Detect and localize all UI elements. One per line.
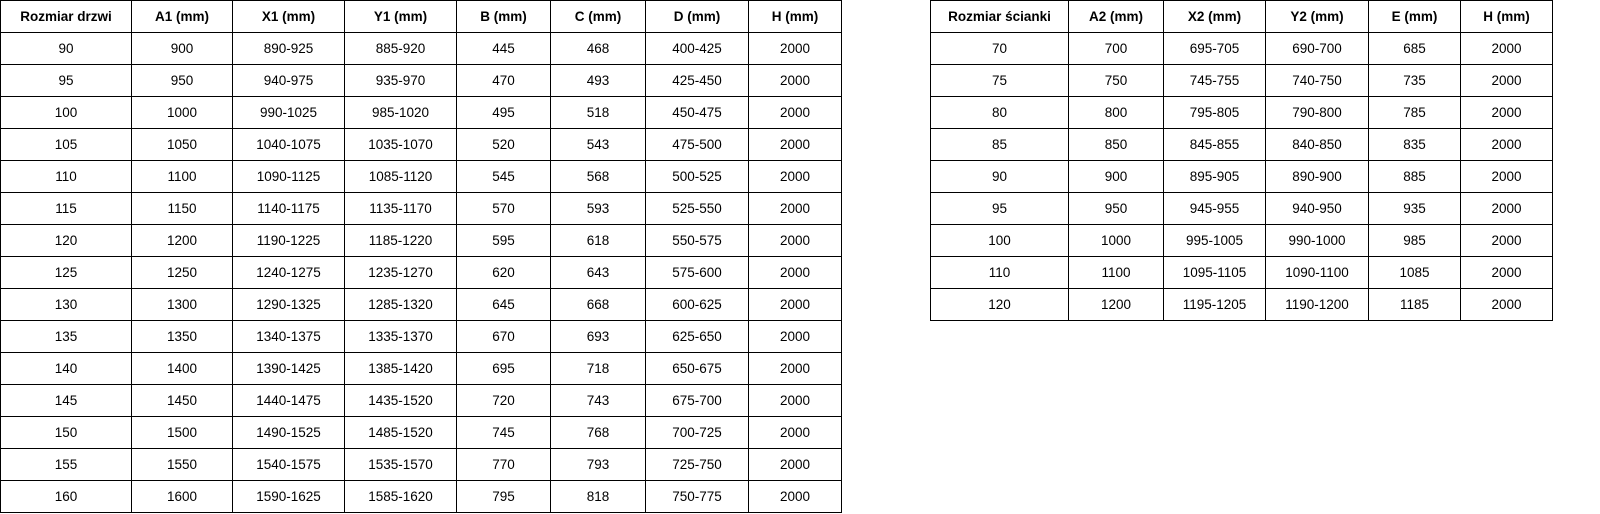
- cell: 2000: [1461, 161, 1553, 193]
- cell: 625-650: [646, 321, 749, 353]
- cell: 1190-1200: [1266, 289, 1369, 321]
- cell: 1000: [1069, 225, 1164, 257]
- cell: 845-855: [1164, 129, 1266, 161]
- cell: 695: [457, 353, 551, 385]
- table-row: [1, 65, 842, 97]
- cell: 1335-1370: [345, 321, 457, 353]
- column-header-d: D (mm): [646, 1, 749, 33]
- column-header-b: B (mm): [457, 1, 551, 33]
- doors-table-body: [1, 33, 842, 513]
- cell: 795: [457, 481, 551, 513]
- cell: 1500: [132, 417, 233, 449]
- cell: 425-450: [646, 65, 749, 97]
- cell: 1140-1175: [233, 193, 345, 225]
- cell: 1200: [132, 225, 233, 257]
- cell: 985: [1369, 225, 1461, 257]
- column-header-x2: X2 (mm): [1164, 1, 1266, 33]
- cell: 2000: [749, 449, 842, 481]
- cell: 995-1005: [1164, 225, 1266, 257]
- cell: 800: [1069, 97, 1164, 129]
- cell: 468: [551, 33, 646, 65]
- cell: 115: [1, 193, 132, 225]
- doors-table-header: [1, 1, 842, 33]
- cell: 935-970: [345, 65, 457, 97]
- cell: 1350: [132, 321, 233, 353]
- cell: 2000: [749, 417, 842, 449]
- cell: 1290-1325: [233, 289, 345, 321]
- column-header-y1: Y1 (mm): [345, 1, 457, 33]
- table-row: [1, 321, 842, 353]
- cell: 1195-1205: [1164, 289, 1266, 321]
- column-header-x1: X1 (mm): [233, 1, 345, 33]
- table-row: [1, 417, 842, 449]
- cell: 2000: [1461, 129, 1553, 161]
- cell: 935: [1369, 193, 1461, 225]
- cell: 1150: [132, 193, 233, 225]
- cell: 768: [551, 417, 646, 449]
- cell: 70: [931, 33, 1069, 65]
- cell: 618: [551, 225, 646, 257]
- column-header-a2: A2 (mm): [1069, 1, 1164, 33]
- cell: 1340-1375: [233, 321, 345, 353]
- cell: 675-700: [646, 385, 749, 417]
- cell: 1050: [132, 129, 233, 161]
- cell: 885-920: [345, 33, 457, 65]
- cell: 1585-1620: [345, 481, 457, 513]
- cell: 2000: [1461, 193, 1553, 225]
- cell: 445: [457, 33, 551, 65]
- column-header-e: E (mm): [1369, 1, 1461, 33]
- cell: 1085-1120: [345, 161, 457, 193]
- cell: 105: [1, 129, 132, 161]
- table-row: [1, 353, 842, 385]
- cell: 668: [551, 289, 646, 321]
- cell: 1285-1320: [345, 289, 457, 321]
- cell: 1590-1625: [233, 481, 345, 513]
- cell: 150: [1, 417, 132, 449]
- cell: 1090-1125: [233, 161, 345, 193]
- cell: 525-550: [646, 193, 749, 225]
- cell: 2000: [749, 161, 842, 193]
- cell: 85: [931, 129, 1069, 161]
- column-header-a1: A1 (mm): [132, 1, 233, 33]
- cell: 1385-1420: [345, 353, 457, 385]
- cell: 1185-1220: [345, 225, 457, 257]
- table-row: [1, 449, 842, 481]
- cell: 500-525: [646, 161, 749, 193]
- cell: 900: [1069, 161, 1164, 193]
- cell: 1440-1475: [233, 385, 345, 417]
- cell: 840-850: [1266, 129, 1369, 161]
- cell: 650-675: [646, 353, 749, 385]
- cell: 718: [551, 353, 646, 385]
- cell: 550-575: [646, 225, 749, 257]
- cell: 2000: [749, 289, 842, 321]
- table-row: [931, 161, 1553, 193]
- cell: 770: [457, 449, 551, 481]
- cell: 120: [931, 289, 1069, 321]
- cell: 2000: [749, 193, 842, 225]
- cell: 2000: [749, 33, 842, 65]
- cell: 125: [1, 257, 132, 289]
- cell: 645: [457, 289, 551, 321]
- cell: 2000: [749, 65, 842, 97]
- cell: 940-975: [233, 65, 345, 97]
- cell: 593: [551, 193, 646, 225]
- cell: 2000: [749, 481, 842, 513]
- cell: 725-750: [646, 449, 749, 481]
- table-header-row: [1, 1, 842, 33]
- cell: 790-800: [1266, 97, 1369, 129]
- walls-table-container: [930, 0, 1553, 321]
- cell: 160: [1, 481, 132, 513]
- cell: 700: [1069, 33, 1164, 65]
- column-header-y2: Y2 (mm): [1266, 1, 1369, 33]
- cell: 1200: [1069, 289, 1164, 321]
- cell: 543: [551, 129, 646, 161]
- cell: 545: [457, 161, 551, 193]
- cell: 2000: [749, 321, 842, 353]
- cell: 595: [457, 225, 551, 257]
- table-row: [931, 33, 1553, 65]
- cell: 100: [931, 225, 1069, 257]
- cell: 1040-1075: [233, 129, 345, 161]
- cell: 1550: [132, 449, 233, 481]
- cell: 575-600: [646, 257, 749, 289]
- cell: 785: [1369, 97, 1461, 129]
- table-row: [931, 257, 1553, 289]
- cell: 1435-1520: [345, 385, 457, 417]
- table-row: [1, 161, 842, 193]
- table-row: [931, 289, 1553, 321]
- cell: 493: [551, 65, 646, 97]
- cell: 643: [551, 257, 646, 289]
- cell: 100: [1, 97, 132, 129]
- cell: 1095-1105: [1164, 257, 1266, 289]
- cell: 1390-1425: [233, 353, 345, 385]
- table-row: [931, 225, 1553, 257]
- cell: 940-950: [1266, 193, 1369, 225]
- table-row: [1, 193, 842, 225]
- cell: 75: [931, 65, 1069, 97]
- cell: 1235-1270: [345, 257, 457, 289]
- cell: 135: [1, 321, 132, 353]
- table-row: [1, 289, 842, 321]
- cell: 735: [1369, 65, 1461, 97]
- cell: 793: [551, 449, 646, 481]
- cell: 518: [551, 97, 646, 129]
- table-row: [1, 97, 842, 129]
- table-row: [931, 97, 1553, 129]
- column-header-h: H (mm): [1461, 1, 1553, 33]
- cell: 700-725: [646, 417, 749, 449]
- cell: 2000: [749, 225, 842, 257]
- cell: 1190-1225: [233, 225, 345, 257]
- column-header-c: C (mm): [551, 1, 646, 33]
- cell: 600-625: [646, 289, 749, 321]
- table-header-row: [931, 1, 1553, 33]
- cell: 145: [1, 385, 132, 417]
- column-header-rozmiar-drzwi: Rozmiar drzwi: [1, 1, 132, 33]
- cell: 950: [1069, 193, 1164, 225]
- cell: 690-700: [1266, 33, 1369, 65]
- cell: 720: [457, 385, 551, 417]
- cell: 695-705: [1164, 33, 1266, 65]
- cell: 740-750: [1266, 65, 1369, 97]
- table-row: [1, 129, 842, 161]
- cell: 1535-1570: [345, 449, 457, 481]
- cell: 2000: [749, 129, 842, 161]
- walls-table-body: [931, 33, 1553, 321]
- walls-dimension-table: [930, 0, 1553, 321]
- cell: 990-1025: [233, 97, 345, 129]
- cell: 110: [1, 161, 132, 193]
- cell: 568: [551, 161, 646, 193]
- table-row: [931, 129, 1553, 161]
- table-row: [1, 225, 842, 257]
- cell: 80: [931, 97, 1069, 129]
- cell: 570: [457, 193, 551, 225]
- cell: 750: [1069, 65, 1164, 97]
- cell: 2000: [749, 385, 842, 417]
- cell: 900: [132, 33, 233, 65]
- cell: 835: [1369, 129, 1461, 161]
- cell: 2000: [1461, 65, 1553, 97]
- cell: 1085: [1369, 257, 1461, 289]
- cell: 475-500: [646, 129, 749, 161]
- cell: 818: [551, 481, 646, 513]
- cell: 945-955: [1164, 193, 1266, 225]
- cell: 130: [1, 289, 132, 321]
- walls-table-header: [931, 1, 1553, 33]
- cell: 1450: [132, 385, 233, 417]
- cell: 1000: [132, 97, 233, 129]
- cell: 990-1000: [1266, 225, 1369, 257]
- cell: 2000: [1461, 97, 1553, 129]
- table-row: [1, 257, 842, 289]
- table-row: [1, 385, 842, 417]
- cell: 120: [1, 225, 132, 257]
- cell: 2000: [749, 97, 842, 129]
- cell: 1600: [132, 481, 233, 513]
- cell: 2000: [1461, 289, 1553, 321]
- table-row: [931, 65, 1553, 97]
- cell: 1185: [1369, 289, 1461, 321]
- cell: 850: [1069, 129, 1164, 161]
- cell: 890-900: [1266, 161, 1369, 193]
- cell: 2000: [749, 257, 842, 289]
- cell: 1135-1170: [345, 193, 457, 225]
- cell: 890-925: [233, 33, 345, 65]
- cell: 1100: [132, 161, 233, 193]
- cell: 2000: [1461, 225, 1553, 257]
- cell: 685: [1369, 33, 1461, 65]
- table-row: [1, 33, 842, 65]
- cell: 2000: [749, 353, 842, 385]
- cell: 95: [1, 65, 132, 97]
- cell: 2000: [1461, 33, 1553, 65]
- cell: 1400: [132, 353, 233, 385]
- cell: 90: [1, 33, 132, 65]
- cell: 1035-1070: [345, 129, 457, 161]
- table-row: [931, 193, 1553, 225]
- cell: 400-425: [646, 33, 749, 65]
- cell: 1100: [1069, 257, 1164, 289]
- cell: 495: [457, 97, 551, 129]
- cell: 1240-1275: [233, 257, 345, 289]
- cell: 90: [931, 161, 1069, 193]
- cell: 155: [1, 449, 132, 481]
- cell: 140: [1, 353, 132, 385]
- column-header-h: H (mm): [749, 1, 842, 33]
- table-row: [1, 481, 842, 513]
- cell: 2000: [1461, 257, 1553, 289]
- cell: 1540-1575: [233, 449, 345, 481]
- cell: 745: [457, 417, 551, 449]
- cell: 985-1020: [345, 97, 457, 129]
- cell: 450-475: [646, 97, 749, 129]
- column-header-rozmiar-scianki: Rozmiar ścianki: [931, 1, 1069, 33]
- cell: 670: [457, 321, 551, 353]
- cell: 750-775: [646, 481, 749, 513]
- cell: 745-755: [1164, 65, 1266, 97]
- cell: 693: [551, 321, 646, 353]
- cell: 1300: [132, 289, 233, 321]
- cell: 95: [931, 193, 1069, 225]
- cell: 885: [1369, 161, 1461, 193]
- cell: 795-805: [1164, 97, 1266, 129]
- cell: 110: [931, 257, 1069, 289]
- cell: 1485-1520: [345, 417, 457, 449]
- cell: 620: [457, 257, 551, 289]
- cell: 1250: [132, 257, 233, 289]
- cell: 1490-1525: [233, 417, 345, 449]
- cell: 470: [457, 65, 551, 97]
- cell: 1090-1100: [1266, 257, 1369, 289]
- cell: 743: [551, 385, 646, 417]
- cell: 895-905: [1164, 161, 1266, 193]
- cell: 950: [132, 65, 233, 97]
- cell: 520: [457, 129, 551, 161]
